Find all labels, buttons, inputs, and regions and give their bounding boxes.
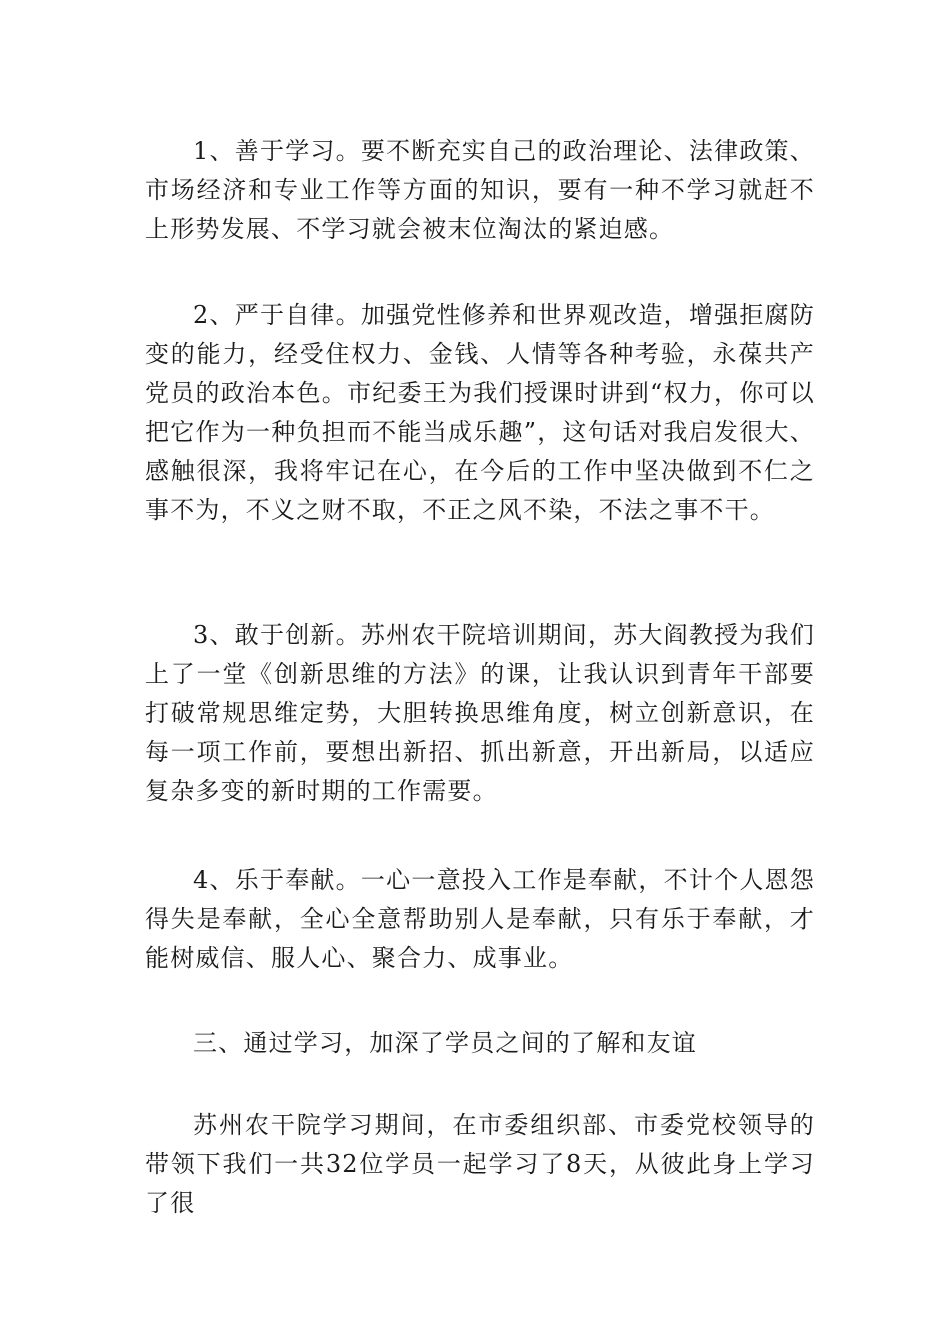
section-heading-three: 三、通过学习，加深了学员之间的了解和友谊 — [193, 1029, 697, 1057]
paragraph-self-discipline: 2、严于自律。加强党性修养和世界观改造，增强拒腐防变的能力，经受住权力、金钱、人情等各种考验，永葆共产党员的政治本色。市纪委王为我们授课时讲到“权力，你可以把它作为一种负担而不能当成乐趣”，这句话对我启发很大、感触很深，我将牢记在心，在今后的工作中坚决做到不仁之事不为，不义之财不取，不正之风不染，不法之事不干。 — [145, 301, 815, 524]
paragraph-learning: 1、善于学习。要不断充实自己的政治理论、法律政策、市场经济和专业工作等方面的知识，要有一种不学习就赶不上形势发展、不学习就会被末位淘汰的紧迫感。 — [145, 137, 815, 243]
paragraph-dedication: 4、乐于奉献。一心一意投入工作是奉献，不计个人恩怨得失是奉献，全心全意帮助别人是奉献，只有乐于奉献，才能树威信、服人心、聚合力、成事业。 — [145, 866, 815, 972]
paragraph-friendship: 苏州农干院学习期间，在市委组织部、市委党校领导的带领下我们一共32位学员一起学习了8天，从彼此身上学习了很 — [145, 1111, 815, 1217]
paragraph-innovation: 3、敢于创新。苏州农干院培训期间，苏大阎教授为我们上了一堂《创新思维的方法》的课，让我认识到青年干部要打破常规思维定势，大胆转换思维角度，树立创新意识，在每一项工作前，要想出新招、抓出新意，开出新局，以适应复杂多变的新时期的工作需要。 — [145, 621, 815, 805]
